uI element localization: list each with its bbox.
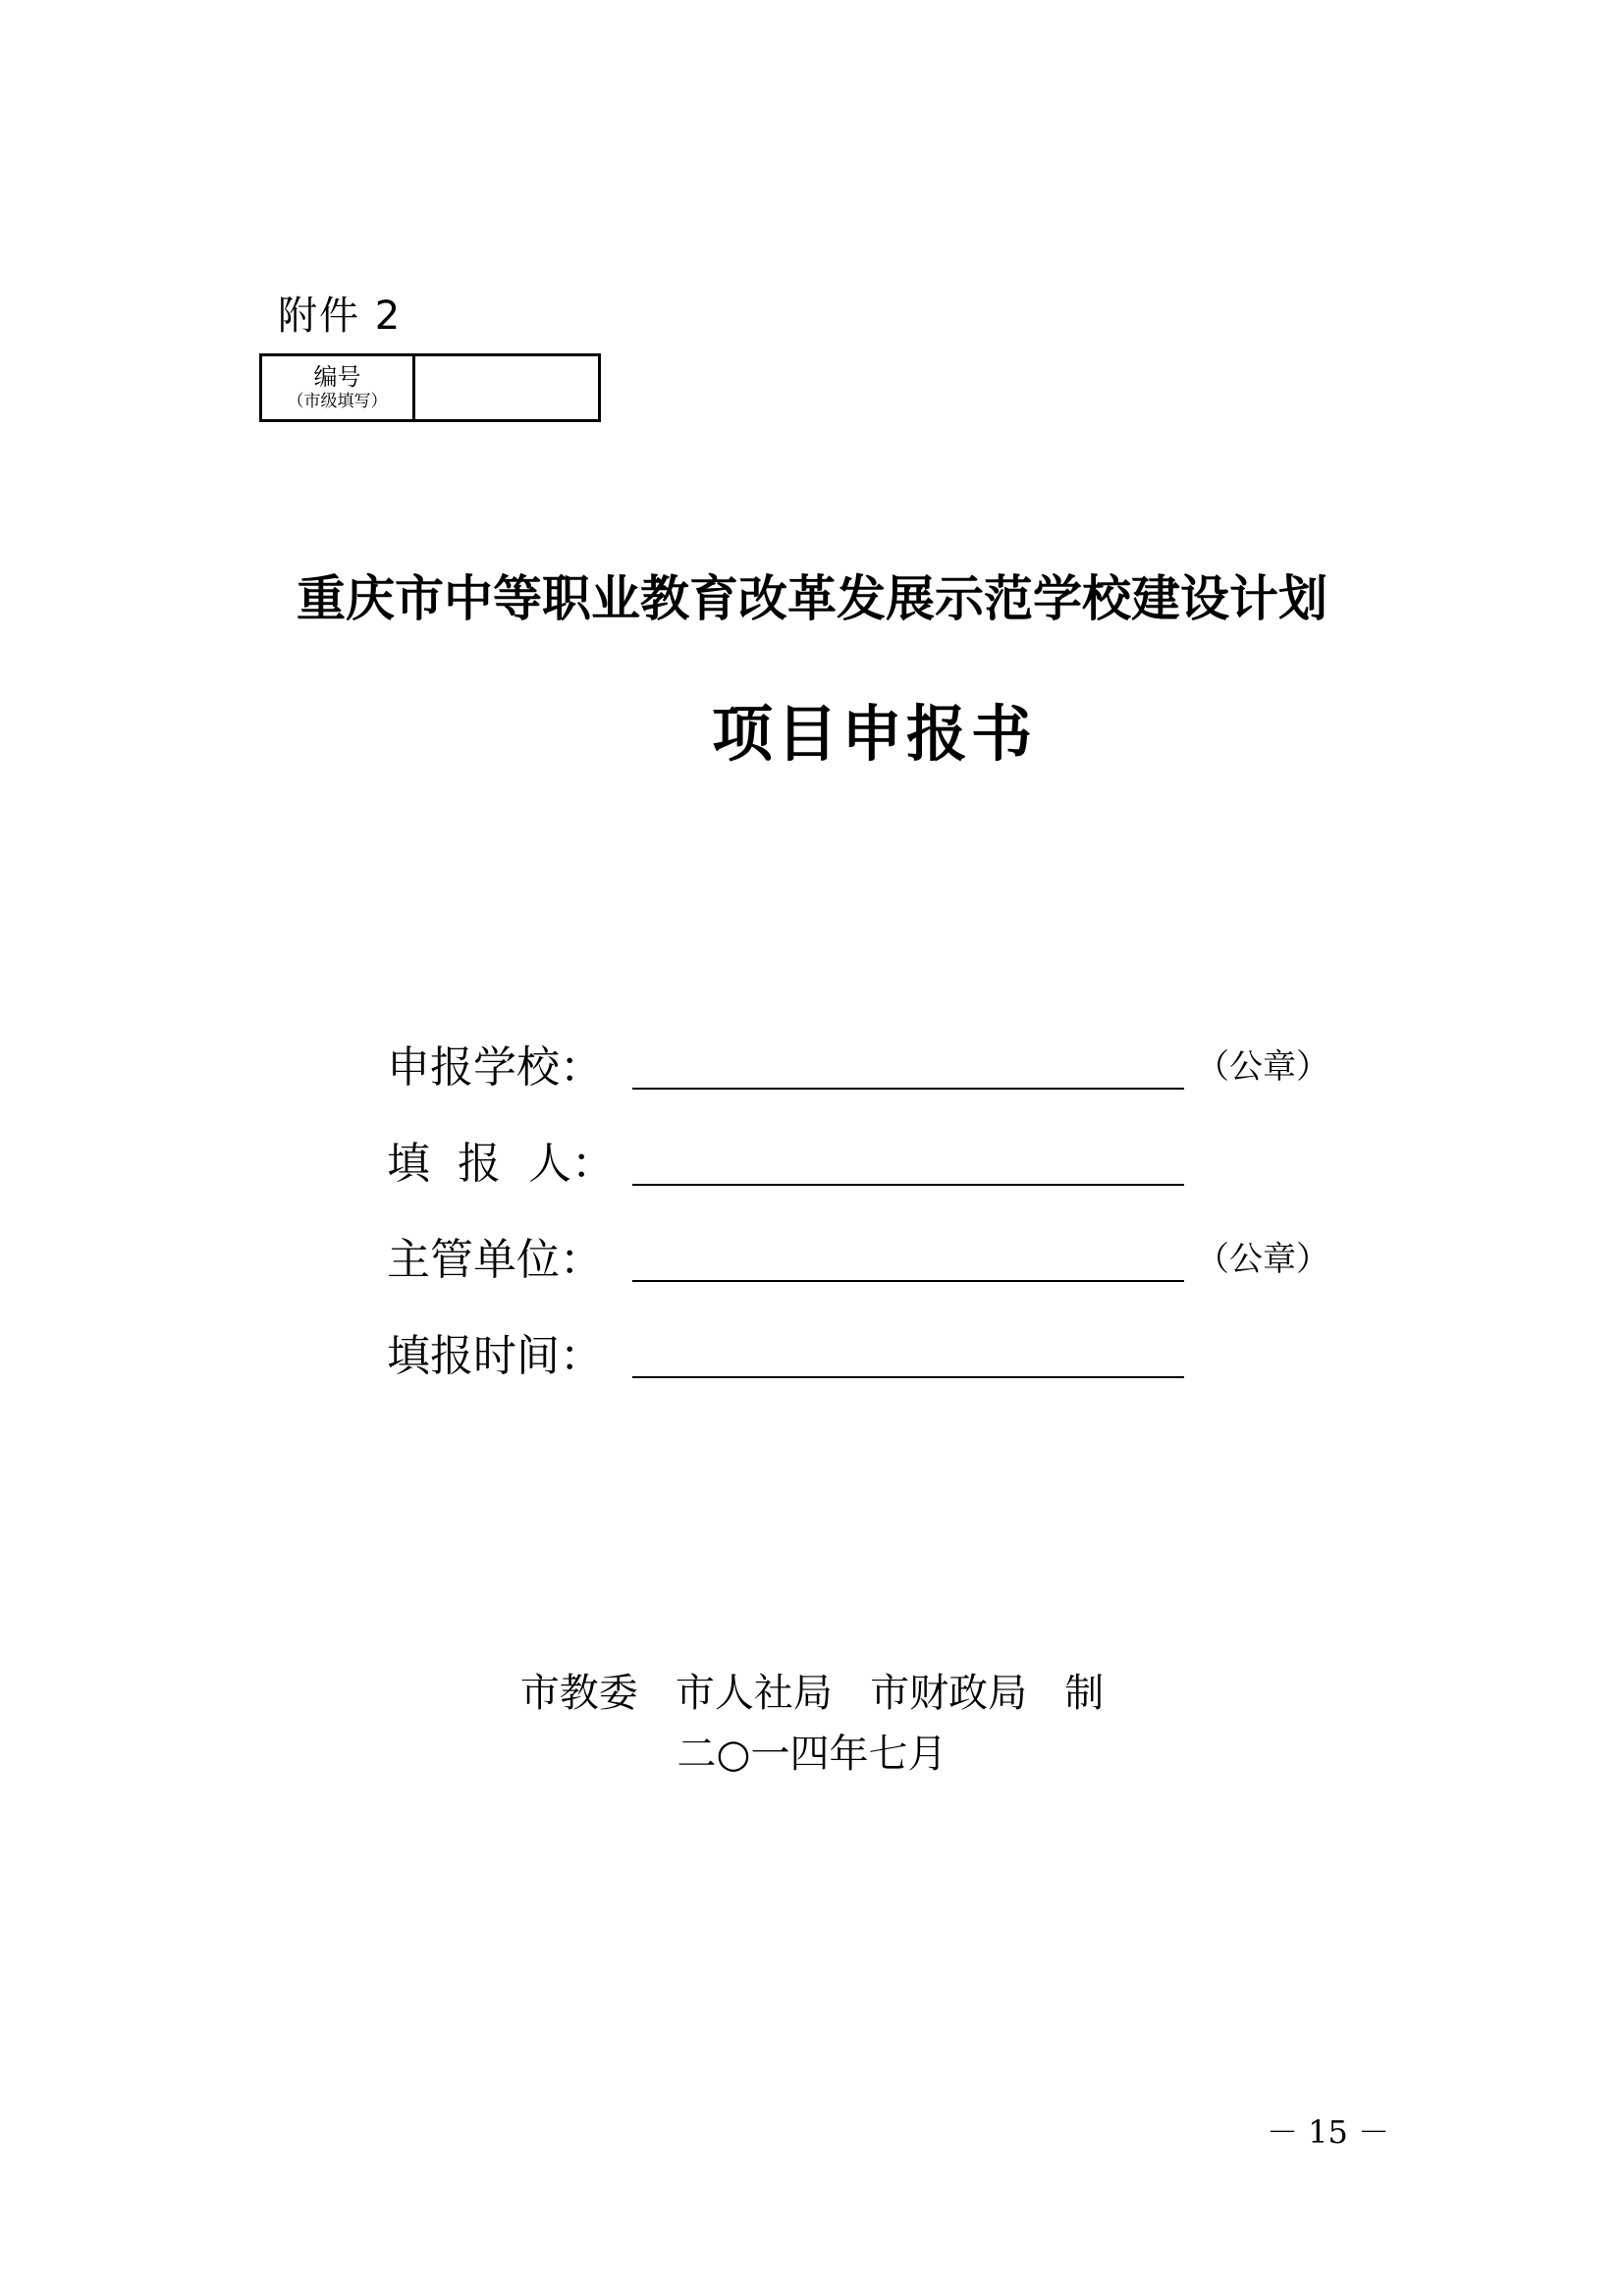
form-label-authority: 主管单位：: [387, 1235, 603, 1285]
authority-field[interactable]: [632, 1237, 1184, 1282]
code-label: 编号: [313, 363, 361, 391]
form-label-school: 申报学校：: [387, 1042, 603, 1093]
code-note: （市级填写）: [287, 392, 388, 411]
form-row-school: [387, 1037, 1329, 1095]
form-row-date: [387, 1325, 1184, 1384]
form-label-reporter: 填 报 人：: [387, 1139, 615, 1189]
form-row-reporter: [387, 1133, 1184, 1192]
page-number: － 15 －: [1267, 2113, 1390, 2151]
issue-date: 二○一四年七月: [677, 1732, 947, 1777]
attachment-label: 附件 2: [278, 294, 403, 339]
seal-note-school: （公章）: [1196, 1047, 1329, 1087]
report-date-field[interactable]: [632, 1333, 1184, 1378]
reporter-field[interactable]: [632, 1141, 1184, 1186]
seal-note-authority: （公章）: [1196, 1240, 1329, 1279]
document-title: 重庆市中等职业教育改革发展示范学校建设计划: [297, 570, 1327, 627]
code-box: [259, 353, 601, 422]
form-label-date: 填报时间：: [387, 1331, 603, 1381]
code-value-field[interactable]: [415, 356, 598, 419]
document-subtitle: 项目申报书: [711, 698, 1036, 770]
form-row-authority: [387, 1229, 1329, 1288]
school-field[interactable]: [632, 1044, 1184, 1090]
issuer-line: 市教委 市人社局 市财政局 制: [519, 1671, 1105, 1716]
code-label-cell: [262, 356, 415, 419]
